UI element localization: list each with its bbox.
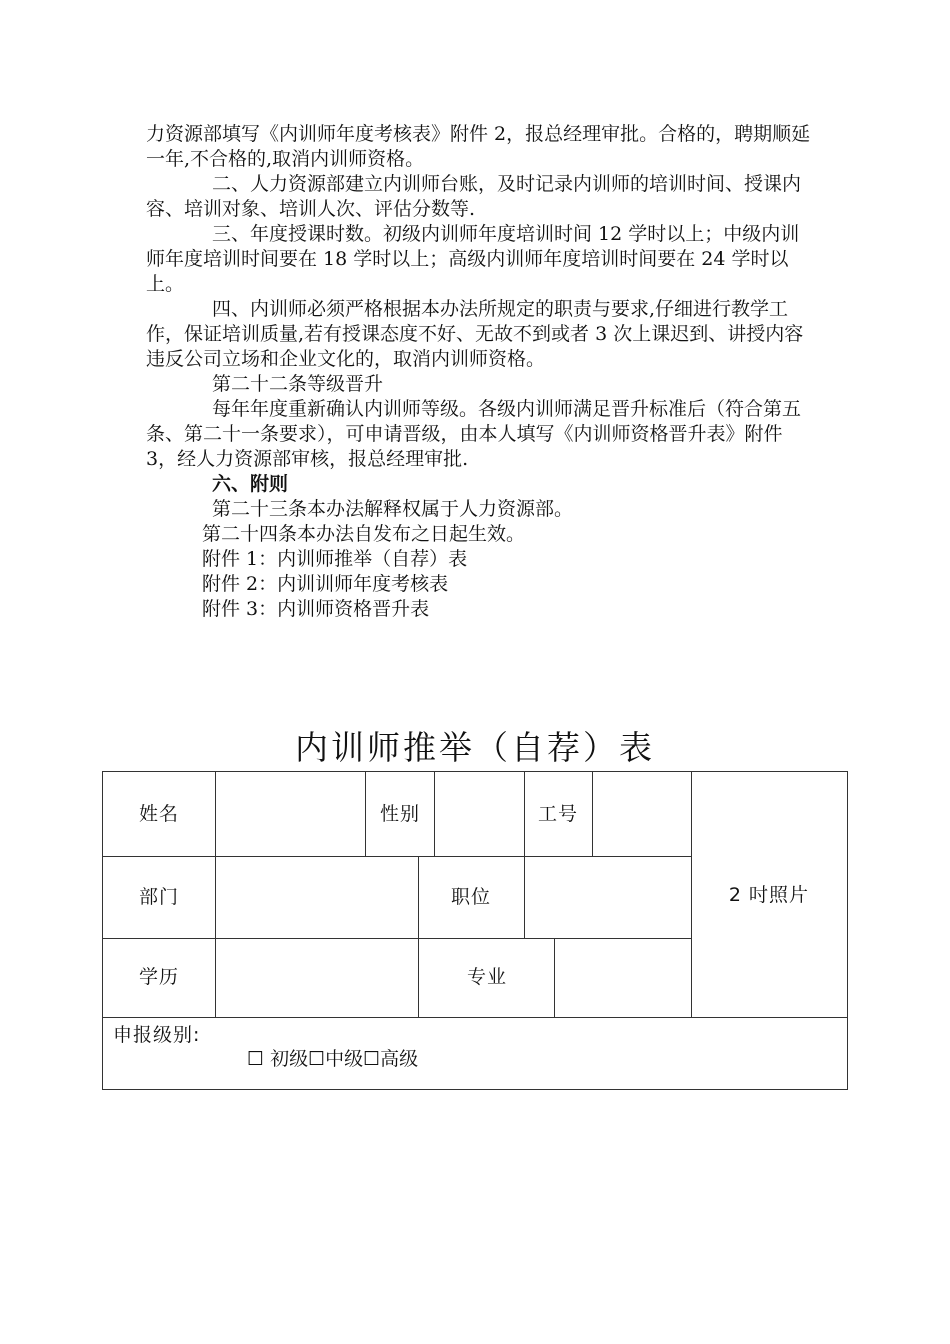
department-label: 部门 bbox=[138, 886, 180, 908]
appendix-line: 附件 3：内训师资格晋升表 bbox=[202, 598, 430, 620]
form-col-line bbox=[418, 856, 419, 1017]
form-col-line bbox=[592, 772, 593, 856]
form-col-line bbox=[434, 772, 435, 856]
form-row-line bbox=[103, 938, 691, 939]
paragraph: 六、附则 bbox=[212, 473, 289, 495]
appendix-line: 附件 2：内训训师年度考核表 bbox=[202, 573, 449, 595]
paragraph: 四、内训师必须严格根据本办法所规定的职责与要求,仔细进行教学工作，保证培训质量,若有授课态度不好、无故不到或者 3 次上课迟到、讲授内容违反公司立场和企业文化的，取消内训师资格。 bbox=[146, 298, 804, 370]
education-label: 学历 bbox=[138, 966, 180, 988]
form-col-line bbox=[691, 772, 692, 1017]
form-col-line bbox=[365, 772, 366, 856]
level-label: 申报级别: bbox=[113, 1024, 201, 1046]
paragraph: 第二十三条本办法解释权属于人力资源部。 bbox=[212, 498, 574, 520]
form-row-line bbox=[103, 1017, 847, 1018]
recommendation-form-table bbox=[102, 771, 848, 1090]
document-body bbox=[146, 122, 811, 622]
photo-placeholder-label: 2 吋照片 bbox=[728, 884, 810, 906]
level-options[interactable]: ☐ 初级☐中级☐高级 bbox=[247, 1048, 419, 1070]
position-label: 职位 bbox=[450, 886, 492, 908]
appendix-line: 附件 1：内训师推举（自荐）表 bbox=[202, 548, 468, 570]
form-col-line bbox=[215, 772, 216, 1017]
paragraph: 每年年度重新确认内训师等级。各级内训师满足晋升标准后（符合第五条、第二十一条要求），可申请晋级，由本人填写《内训师资格晋升表》附件 3，经人力资源部审核，报总经理审批. bbox=[146, 398, 802, 470]
form-col-line bbox=[554, 938, 555, 1017]
form-title: 内训师推举（自荐）表 bbox=[295, 728, 655, 767]
gender-label: 性别 bbox=[379, 803, 421, 825]
paragraph: 力资源部填写《内训师年度考核表》附件 2，报总经理审批。合格的，聘期顺延一年,不合格的,取消内训师资格。 bbox=[146, 123, 811, 170]
major-label: 专业 bbox=[466, 966, 508, 988]
appendix-line: 第二十四条本办法自发布之日起生效。 bbox=[202, 523, 526, 545]
name-label: 姓名 bbox=[138, 803, 180, 825]
form-col-line bbox=[524, 772, 525, 938]
employee-id-label: 工号 bbox=[537, 803, 579, 825]
paragraph: 二、人力资源部建立内训师台账，及时记录内训师的培训时间、授课内容、培训对象、培训人次、评估分数等. bbox=[146, 173, 802, 220]
form-row-line bbox=[103, 856, 691, 857]
paragraph: 三、年度授课时数。初级内训师年度培训时间 12 学时以上；中级内训师年度培训时间要在 18 学时以上；高级内训师年度培训时间要在 24 学时以上。 bbox=[146, 223, 800, 295]
paragraph: 第二十二条等级晋升 bbox=[212, 373, 384, 395]
